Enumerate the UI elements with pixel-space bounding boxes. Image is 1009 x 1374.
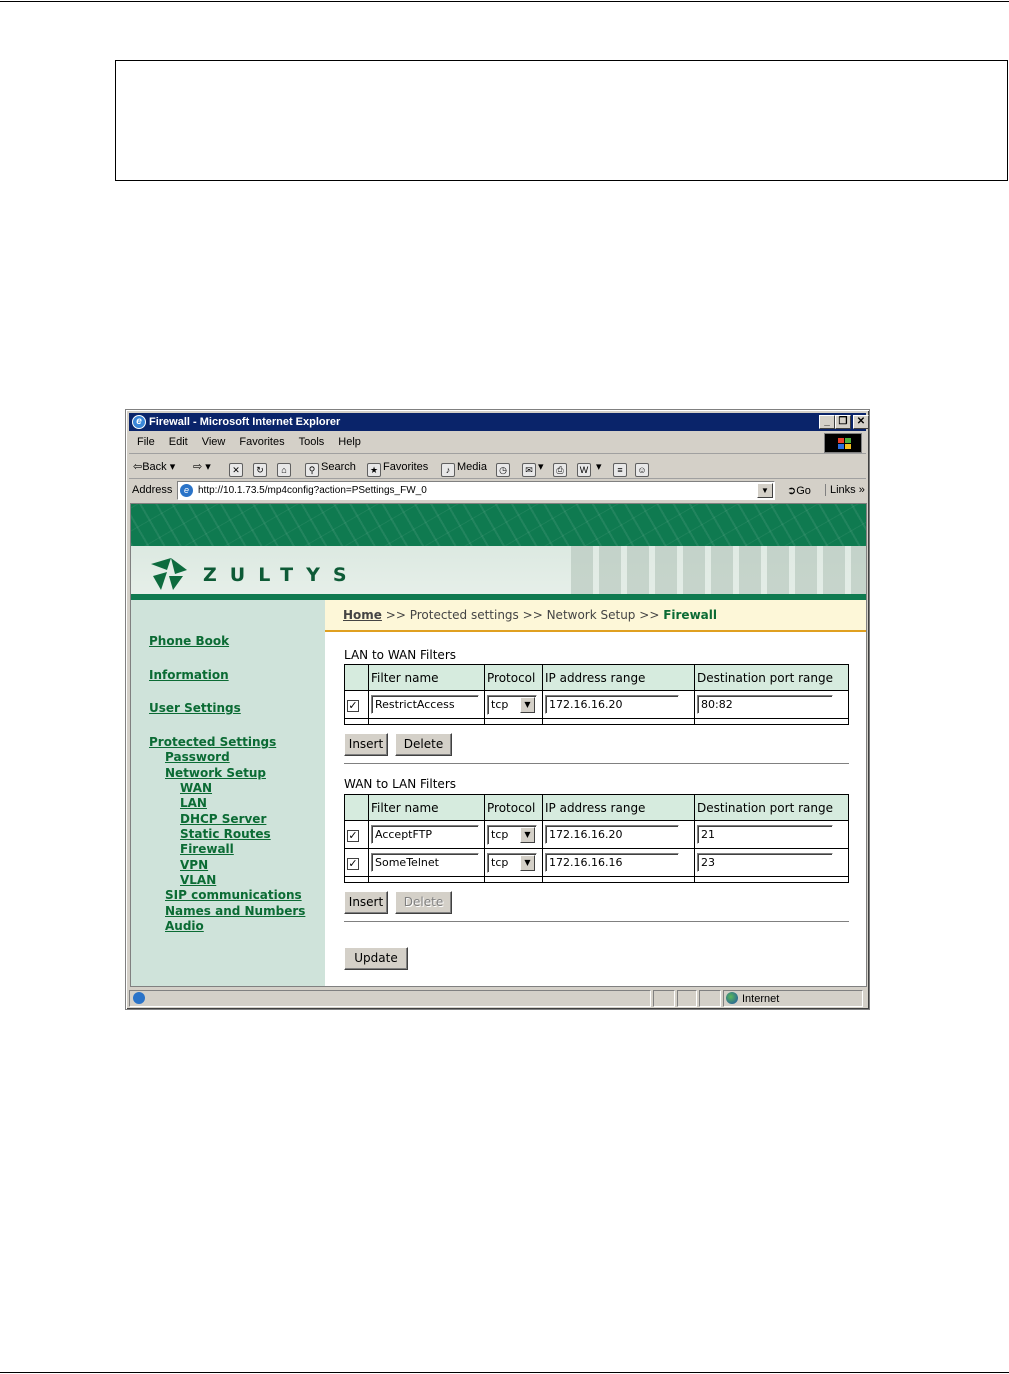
title-bar[interactable] [129, 413, 866, 431]
wan-to-lan-title: WAN to LAN Filters [344, 777, 457, 791]
go-label: Go [796, 485, 811, 497]
protocol-value: tcp [491, 697, 509, 711]
sidebar-item-static-routes[interactable]: Static Routes [180, 827, 271, 841]
edit-button[interactable]: W ▾ [577, 459, 602, 475]
security-zone [723, 990, 863, 1007]
status-cell [699, 990, 721, 1007]
forward-button[interactable]: ⇨ ▾ [193, 461, 211, 473]
chevron-down-icon: ▼ [520, 855, 535, 871]
sidebar [131, 600, 325, 987]
table-row [345, 691, 849, 719]
sidebar-item-password[interactable]: Password [165, 750, 230, 764]
back-button[interactable]: ⇦Back ▾ [133, 461, 176, 473]
word-edit-icon: W [577, 463, 591, 477]
zultys-logo-text: ZULTYS [203, 564, 360, 586]
column-header: Protocol [485, 665, 543, 691]
filter-name-input[interactable]: RestrictAccess [371, 695, 479, 714]
sidebar-item-firewall[interactable]: Firewall [180, 842, 234, 856]
protocol-select[interactable] [487, 695, 537, 715]
ip-range-input[interactable]: 172.16.16.20 [545, 695, 679, 714]
sidebar-item-wan[interactable]: WAN [180, 781, 213, 795]
breadcrumb-sep: >> [385, 608, 406, 622]
breadcrumb-home[interactable]: Home [343, 608, 382, 622]
favorites-icon: ★ [367, 463, 381, 477]
mail-button[interactable]: ✉ ▾ [522, 459, 544, 475]
address-label: Address [132, 484, 173, 496]
protocol-value: tcp [491, 855, 509, 869]
media-button[interactable] [441, 459, 487, 475]
ip-range-input[interactable]: 172.16.16.16 [545, 853, 679, 872]
history-button[interactable] [496, 459, 512, 475]
sidebar-item-names-and-numbers[interactable]: Names and Numbers [165, 904, 306, 918]
select-column-header [345, 795, 369, 821]
breadcrumb-network: Network Setup [546, 608, 636, 622]
insert-button[interactable]: Insert [344, 733, 388, 756]
address-dropdown-button[interactable]: ▼ [757, 483, 773, 498]
links-button[interactable]: Links » [825, 484, 865, 496]
print-icon: ⎙ [553, 463, 567, 477]
table-row [345, 821, 849, 849]
discuss-button[interactable] [613, 459, 629, 475]
sidebar-item-protected-settings[interactable]: Protected Settings [149, 735, 277, 749]
media-icon: ♪ [441, 463, 455, 477]
refresh-button[interactable] [253, 459, 269, 475]
lan-to-wan-title: LAN to WAN Filters [344, 648, 457, 662]
home-button[interactable] [277, 459, 293, 475]
filter-name-input[interactable]: AcceptFTP [371, 825, 479, 844]
zultys-logo-icon [149, 556, 189, 592]
sidebar-item-vlan[interactable]: VLAN [180, 873, 217, 887]
media-label: Media [457, 461, 487, 473]
select-column-header [345, 665, 369, 691]
status-cell [653, 990, 675, 1007]
menu-help[interactable]: Help [338, 436, 361, 448]
breadcrumb-sep: >> [639, 608, 660, 622]
back-arrow-icon: ⇦ [133, 461, 143, 473]
protocol-select[interactable] [487, 825, 537, 845]
chevron-down-icon: ▼ [520, 697, 535, 713]
links-label: Links [830, 484, 856, 496]
menu-tools[interactable]: Tools [298, 436, 325, 448]
wan-to-lan-table [344, 794, 849, 883]
row-checkbox[interactable]: ✓ [348, 828, 358, 842]
browser-window [125, 409, 870, 1010]
document-icon: ≡ [613, 463, 627, 477]
column-header: Destination port range [695, 795, 849, 821]
sidebar-item-lan[interactable]: LAN [180, 796, 207, 810]
windows-logo-icon [824, 433, 862, 453]
sidebar-item-audio[interactable]: Audio [165, 919, 204, 933]
internet-globe-icon [726, 992, 738, 1004]
sidebar-item-vpn[interactable]: VPN [180, 858, 209, 872]
row-checkbox[interactable]: ✓ [348, 698, 358, 712]
column-header: Destination port range [695, 665, 849, 691]
history-icon: ◷ [496, 463, 510, 477]
menu-view[interactable]: View [201, 436, 226, 448]
protocol-select[interactable] [487, 853, 537, 873]
chevron-down-icon: ▼ [520, 827, 535, 843]
stop-button[interactable] [229, 459, 245, 475]
menu-bar [129, 432, 866, 454]
delete-button[interactable]: Delete [395, 733, 452, 756]
zone-label: Internet [742, 993, 780, 1005]
stop-icon: ✕ [229, 463, 243, 477]
mail-icon: ✉ [522, 463, 536, 477]
favorites-label: Favorites [383, 461, 429, 473]
breadcrumb-sep: >> [522, 608, 543, 622]
port-range-input[interactable]: 80:82 [697, 695, 833, 714]
column-header: IP address range [543, 795, 695, 821]
sidebar-item-sip-communications[interactable]: SIP communications [165, 888, 302, 902]
device-ports-image [571, 546, 866, 594]
address-bar [129, 480, 866, 502]
breadcrumb [325, 600, 866, 632]
toolbar [129, 455, 866, 479]
zultys-banner [131, 504, 866, 600]
messenger-icon: ☺ [635, 463, 649, 477]
section-divider [344, 921, 849, 923]
address-input[interactable] [177, 481, 775, 500]
page-icon: e [180, 484, 193, 497]
search-label: Search [321, 461, 356, 473]
messenger-button[interactable] [635, 459, 651, 475]
port-range-input[interactable]: 23 [697, 853, 833, 872]
sidebar-item-information[interactable]: Information [149, 668, 229, 682]
note-box [115, 60, 1008, 181]
main-panel [325, 600, 866, 987]
window-title: Firewall - Microsoft Internet Explorer [149, 416, 341, 428]
go-arrow-icon: ➲ [787, 485, 797, 497]
minimize-button[interactable]: _ [819, 415, 835, 429]
lan-to-wan-table [344, 664, 849, 725]
circuit-board-image [131, 504, 866, 546]
update-button[interactable]: Update [344, 947, 408, 970]
column-header: Filter name [369, 665, 485, 691]
close-button[interactable]: ✕ [853, 415, 869, 429]
status-bar [129, 989, 866, 1008]
search-icon: ⚲ [305, 463, 319, 477]
page-top-rule [0, 1, 1009, 2]
search-button[interactable] [305, 459, 356, 475]
column-header: Protocol [485, 795, 543, 821]
breadcrumb-current: Firewall [663, 608, 717, 622]
ip-range-input[interactable]: 172.16.16.20 [545, 825, 679, 844]
sidebar-item-user-settings[interactable]: User Settings [149, 701, 241, 715]
page-content [130, 503, 867, 987]
forward-arrow-icon: ⇨ [193, 461, 203, 473]
menu-file[interactable]: File [137, 436, 155, 448]
status-text-cell [129, 990, 651, 1007]
status-cell [677, 990, 697, 1007]
address-url: http://10.1.73.5/mp4config?action=PSettings_FW_0 [198, 485, 427, 496]
back-label: Back [142, 461, 167, 473]
table-row [345, 849, 849, 877]
protocol-value: tcp [491, 827, 509, 841]
row-checkbox[interactable]: ✓ [348, 856, 358, 870]
home-icon: ⌂ [277, 463, 291, 477]
filter-name-input[interactable]: SomeTelnet [371, 853, 479, 872]
page-status-icon [133, 992, 145, 1004]
print-button[interactable] [553, 459, 569, 475]
restore-button[interactable]: ❐ [835, 415, 851, 429]
favorites-button[interactable] [367, 459, 428, 475]
sidebar-item-phone-book[interactable]: Phone Book [149, 634, 230, 648]
menu-favorites[interactable]: Favorites [239, 436, 285, 448]
ie-app-icon: e [132, 415, 146, 429]
page-bottom-rule [0, 1372, 1009, 1373]
insert-button[interactable]: Insert [344, 891, 388, 914]
section-divider [344, 763, 849, 765]
breadcrumb-protected: Protected settings [409, 608, 519, 622]
menu-edit[interactable]: Edit [168, 436, 188, 448]
port-range-input[interactable]: 21 [697, 825, 833, 844]
delete-button[interactable]: Delete [395, 891, 452, 914]
go-button[interactable] [787, 484, 811, 497]
sidebar-item-dhcp-server[interactable]: DHCP Server [180, 812, 267, 826]
refresh-icon: ↻ [253, 463, 267, 477]
column-header: IP address range [543, 665, 695, 691]
sidebar-item-network-setup[interactable]: Network Setup [165, 766, 266, 780]
column-header: Filter name [369, 795, 485, 821]
